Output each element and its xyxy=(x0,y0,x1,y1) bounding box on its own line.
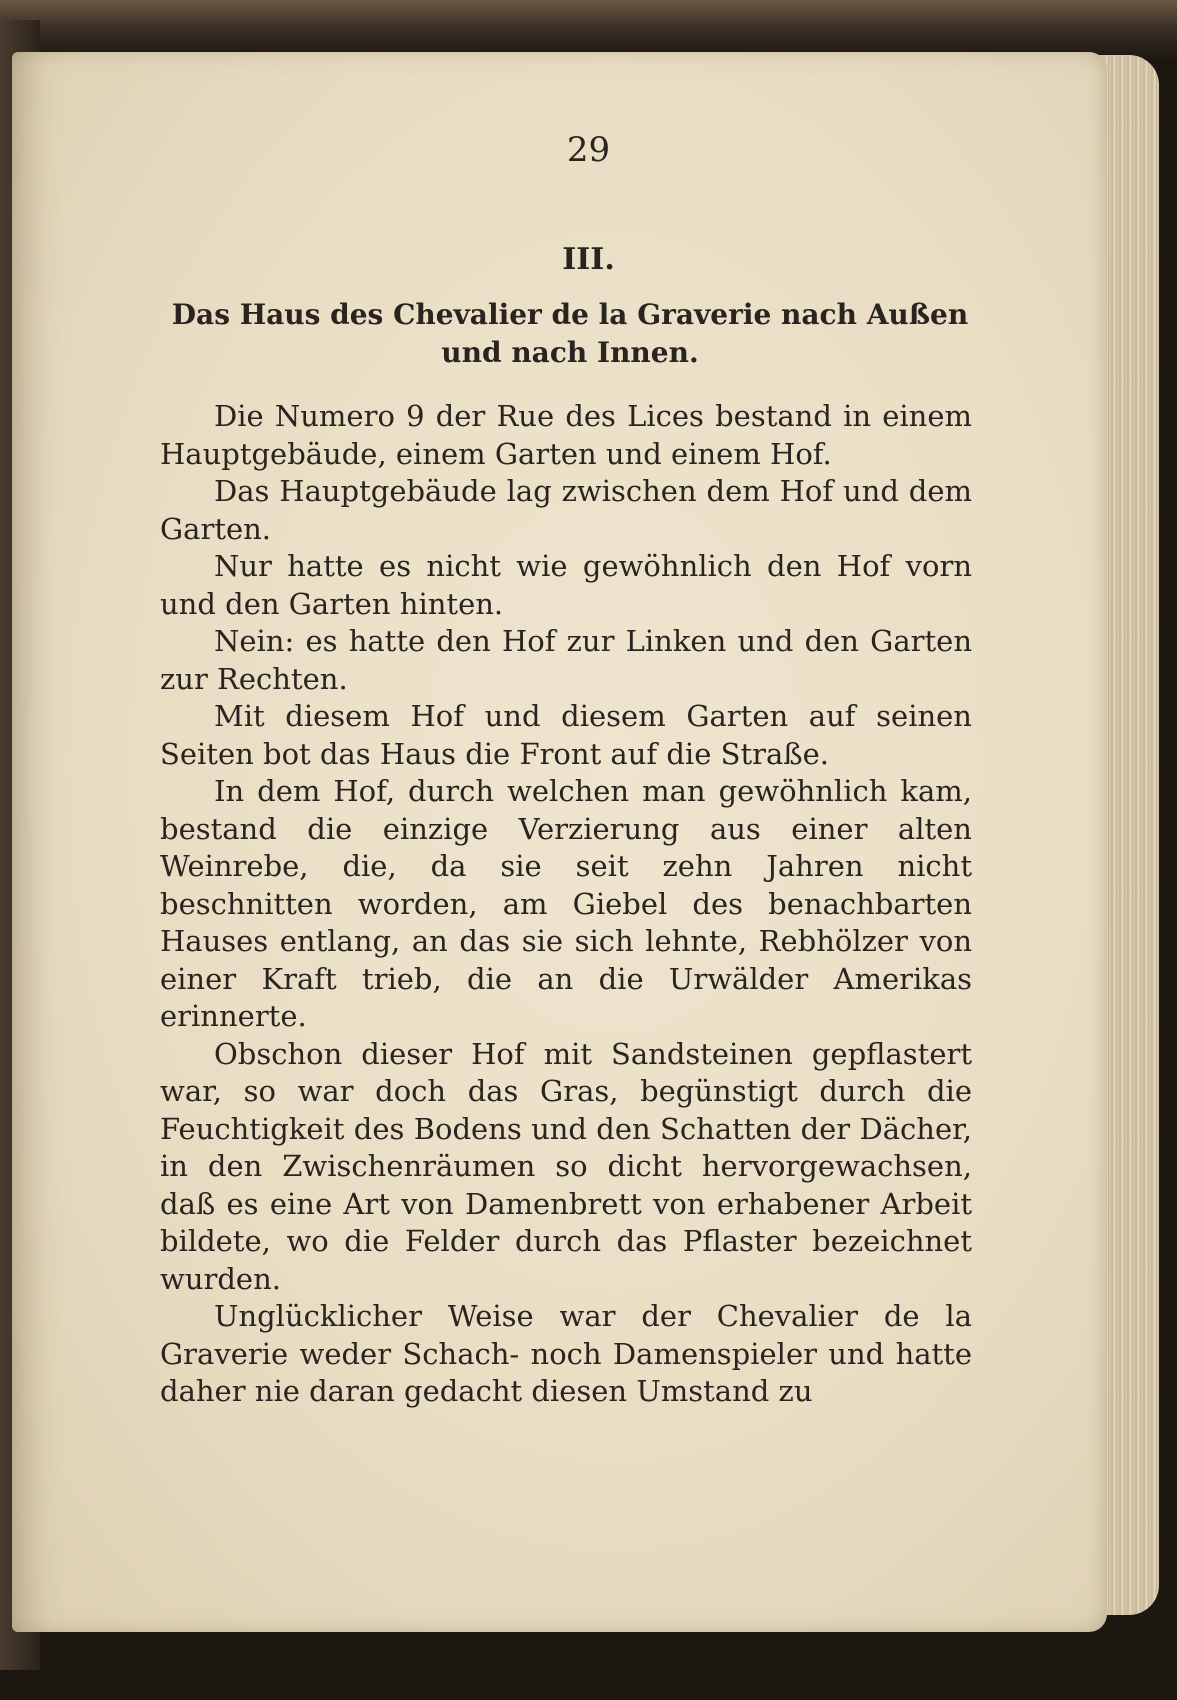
chapter-number: III. xyxy=(562,242,615,277)
chapter-heading: Das Haus des Chevalier de la Graverie nach Außen und nach Innen. xyxy=(171,298,969,369)
paragraph: Mit diesem Hof und diesem Garten auf seinen Seiten bot das Haus die Front auf die Straße. xyxy=(160,699,972,771)
body-text xyxy=(160,398,972,1411)
paragraph: Nur hatte es nicht wie gewöhnlich den Hof vorn und den Garten hinten. xyxy=(160,549,972,621)
book-cover-edge xyxy=(0,0,1177,60)
paragraph: Unglücklicher Weise war der Chevalier de la Graverie weder Schach- noch Damenspieler und hatte daher nie daran gedacht diesen Umstand zu xyxy=(160,1299,972,1408)
paragraph: Obschon dieser Hof mit Sandsteinen gepflastert war, so war doch das Gras, begünstigt durch die Feuchtigkeit des Bodens und den Schatten der Dächer, in den Zwischenräumen so dicht hervorgewachsen, daß es eine Art von Damenbrett von erhabener Arbeit bildete, wo die Felder durch das Pflaster bezeichnet wurden. xyxy=(160,1036,972,1296)
paragraph: Das Hauptgebäude lag zwischen dem Hof und dem Garten. xyxy=(160,474,972,546)
paragraph: Die Numero 9 der Rue des Lices bestand in einem Hauptgebäude, einem Garten und einem Hof. xyxy=(160,399,972,471)
page-number: 29 xyxy=(566,130,611,170)
paragraph: Nein: es hatte den Hof zur Linken und den Garten zur Rechten. xyxy=(160,624,972,696)
paragraph: In dem Hof, durch welchen man gewöhnlich kam, bestand die einzige Verzierung aus einer alten Weinrebe, die, da sie seit zehn Jahren nicht beschnitten worden, am Giebel des benachbarten Hauses entlang, an das sie sich lehnte, Rebhölzer von einer Kraft trieb, die an die Urwälder Amerikas erinnerte. xyxy=(160,774,972,1033)
